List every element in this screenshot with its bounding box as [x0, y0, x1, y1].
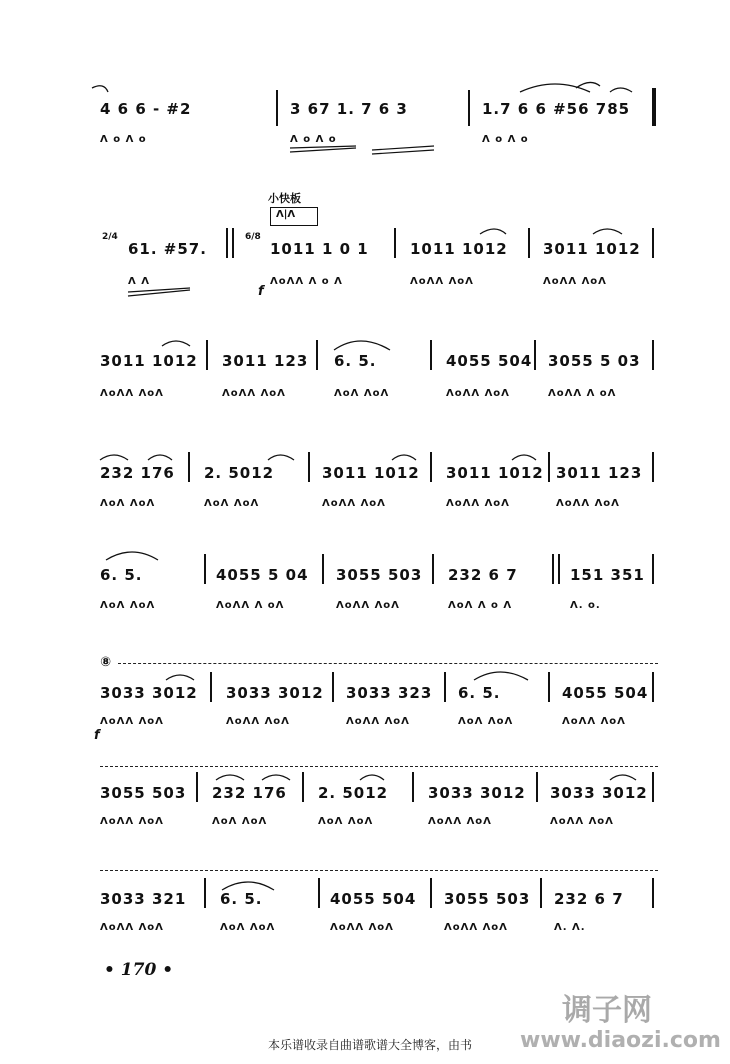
measure-7-3-marks: ΛoΛ ΛoΛ: [318, 816, 374, 827]
measure-8-1-marks: ΛoΛΛ ΛoΛ: [100, 922, 164, 933]
watermark-url: www.diaozi.com: [520, 1028, 721, 1053]
measure-4-5-notes: 3011 123: [556, 464, 643, 482]
time-signature-6-8: 6/8: [245, 232, 261, 242]
measure-7-4-marks: ΛoΛΛ ΛoΛ: [428, 816, 492, 827]
measure-1-1-notes: 4 6 6 - #2: [100, 100, 192, 118]
measure-5-3-notes: 3055 503: [336, 566, 423, 584]
page-number: • 170 •: [104, 960, 174, 980]
measure-8-2-marks: ΛoΛ ΛoΛ: [220, 922, 276, 933]
measure-8-5-marks: Λ. Λ.: [554, 922, 586, 933]
measure-8-4-notes: 3055 503: [444, 890, 531, 908]
measure-7-4-notes: 3033 3012: [428, 784, 526, 802]
measure-8-4-marks: ΛoΛΛ ΛoΛ: [444, 922, 508, 933]
measure-4-2-marks: ΛoΛ ΛoΛ: [204, 498, 260, 509]
measure-6-1-notes: 3033 3012: [100, 684, 198, 702]
measure-7-3-notes: 2. 5012: [318, 784, 389, 802]
section-marker: ⑧: [100, 655, 112, 670]
measure-2-4-marks: ΛoΛΛ ΛoΛ: [543, 276, 607, 287]
measure-3-3-notes: 6. 5.: [334, 352, 377, 370]
measure-6-4-marks: ΛoΛ ΛoΛ: [458, 716, 514, 727]
measure-5-5-marks: Λ. o.: [570, 600, 601, 611]
dynamic-f: f: [258, 284, 264, 299]
tempo-marking: 小快板: [268, 192, 301, 205]
measure-3-5-marks: ΛoΛΛ Λ oΛ: [548, 388, 617, 399]
measure-5-5-notes: 151 351: [570, 566, 645, 584]
measure-6-1-marks: ΛoΛΛ ΛoΛ: [100, 716, 164, 727]
measure-4-2-notes: 2. 5012: [204, 464, 275, 482]
measure-6-2-notes: 3033 3012: [226, 684, 324, 702]
measure-4-1-marks: ΛoΛ ΛoΛ: [100, 498, 156, 509]
measure-7-5-notes: 3033 3012: [550, 784, 648, 802]
measure-4-5-marks: ΛoΛΛ ΛoΛ: [556, 498, 620, 509]
measure-5-1-marks: ΛoΛ ΛoΛ: [100, 600, 156, 611]
measure-1-3-marks: Λ o Λ o: [482, 134, 529, 145]
measure-3-4-marks: ΛoΛΛ ΛoΛ: [446, 388, 510, 399]
tempo-box-marks: Λ|Λ: [276, 209, 296, 220]
measure-3-4-notes: 4055 504: [446, 352, 533, 370]
time-signature-2-4: 2/4: [102, 232, 118, 242]
measure-1-2-notes: 3 67 1. 7 6 3: [290, 100, 408, 118]
measure-8-1-notes: 3033 321: [100, 890, 187, 908]
measure-2-4-notes: 3011 1012: [543, 240, 641, 258]
measure-2-2-notes: 1011 1 0 1: [270, 240, 369, 258]
measure-2-3-notes: 1011 1012: [410, 240, 508, 258]
measure-2-3-marks: ΛoΛΛ ΛoΛ: [410, 276, 474, 287]
measure-5-2-marks: ΛoΛΛ Λ oΛ: [216, 600, 285, 611]
measure-2-1-marks: Λ Λ: [128, 276, 150, 287]
measure-6-5-notes: 4055 504: [562, 684, 649, 702]
measure-2-2-marks: ΛoΛΛ Λ o Λ: [270, 276, 343, 287]
measure-8-3-notes: 4055 504: [330, 890, 417, 908]
measure-5-4-notes: 232 6 7: [448, 566, 518, 584]
measure-3-3-marks: ΛoΛ ΛoΛ: [334, 388, 390, 399]
measure-7-1-notes: 3055 503: [100, 784, 187, 802]
measure-3-2-notes: 3011 123: [222, 352, 309, 370]
measure-4-1-notes: 232 176: [100, 464, 175, 482]
measure-3-1-notes: 3011 1012: [100, 352, 198, 370]
measure-1-1-marks: Λ o Λ o: [100, 134, 147, 145]
measure-5-2-notes: 4055 5 04: [216, 566, 309, 584]
watermark-note: 本乐谱收录自曲谱歌谱大全博客，由书: [268, 1038, 473, 1052]
measure-5-3-marks: ΛoΛΛ ΛoΛ: [336, 600, 400, 611]
measure-7-5-marks: ΛoΛΛ ΛoΛ: [550, 816, 614, 827]
watermark-brand: 调子网: [562, 993, 652, 1028]
measure-5-1-notes: 6. 5.: [100, 566, 143, 584]
measure-6-4-notes: 6. 5.: [458, 684, 501, 702]
measure-4-3-marks: ΛoΛΛ ΛoΛ: [322, 498, 386, 509]
dynamic-f: f: [94, 728, 100, 743]
measure-6-5-marks: ΛoΛΛ ΛoΛ: [562, 716, 626, 727]
measure-7-2-notes: 232 176: [212, 784, 287, 802]
measure-5-4-marks: ΛoΛ Λ o Λ: [448, 600, 513, 611]
measure-6-2-marks: ΛoΛΛ ΛoΛ: [226, 716, 290, 727]
measure-4-4-marks: ΛoΛΛ ΛoΛ: [446, 498, 510, 509]
measure-6-3-notes: 3033 323: [346, 684, 433, 702]
measure-4-4-notes: 3011 1012: [446, 464, 544, 482]
measure-8-2-notes: 6. 5.: [220, 890, 263, 908]
measure-1-3-notes: 1.7 6 6 #56 785: [482, 100, 631, 118]
measure-8-3-marks: ΛoΛΛ ΛoΛ: [330, 922, 394, 933]
measure-3-2-marks: ΛoΛΛ ΛoΛ: [222, 388, 286, 399]
measure-4-3-notes: 3011 1012: [322, 464, 420, 482]
measure-7-2-marks: ΛoΛ ΛoΛ: [212, 816, 268, 827]
measure-2-1-notes: 61. #57.: [128, 240, 207, 258]
measure-8-5-notes: 232 6 7: [554, 890, 624, 908]
measure-3-1-marks: ΛoΛΛ ΛoΛ: [100, 388, 164, 399]
measure-3-5-notes: 3055 5 03: [548, 352, 641, 370]
measure-1-2-marks: Λ o Λ o: [290, 134, 337, 145]
measure-7-1-marks: ΛoΛΛ ΛoΛ: [100, 816, 164, 827]
measure-6-3-marks: ΛoΛΛ ΛoΛ: [346, 716, 410, 727]
